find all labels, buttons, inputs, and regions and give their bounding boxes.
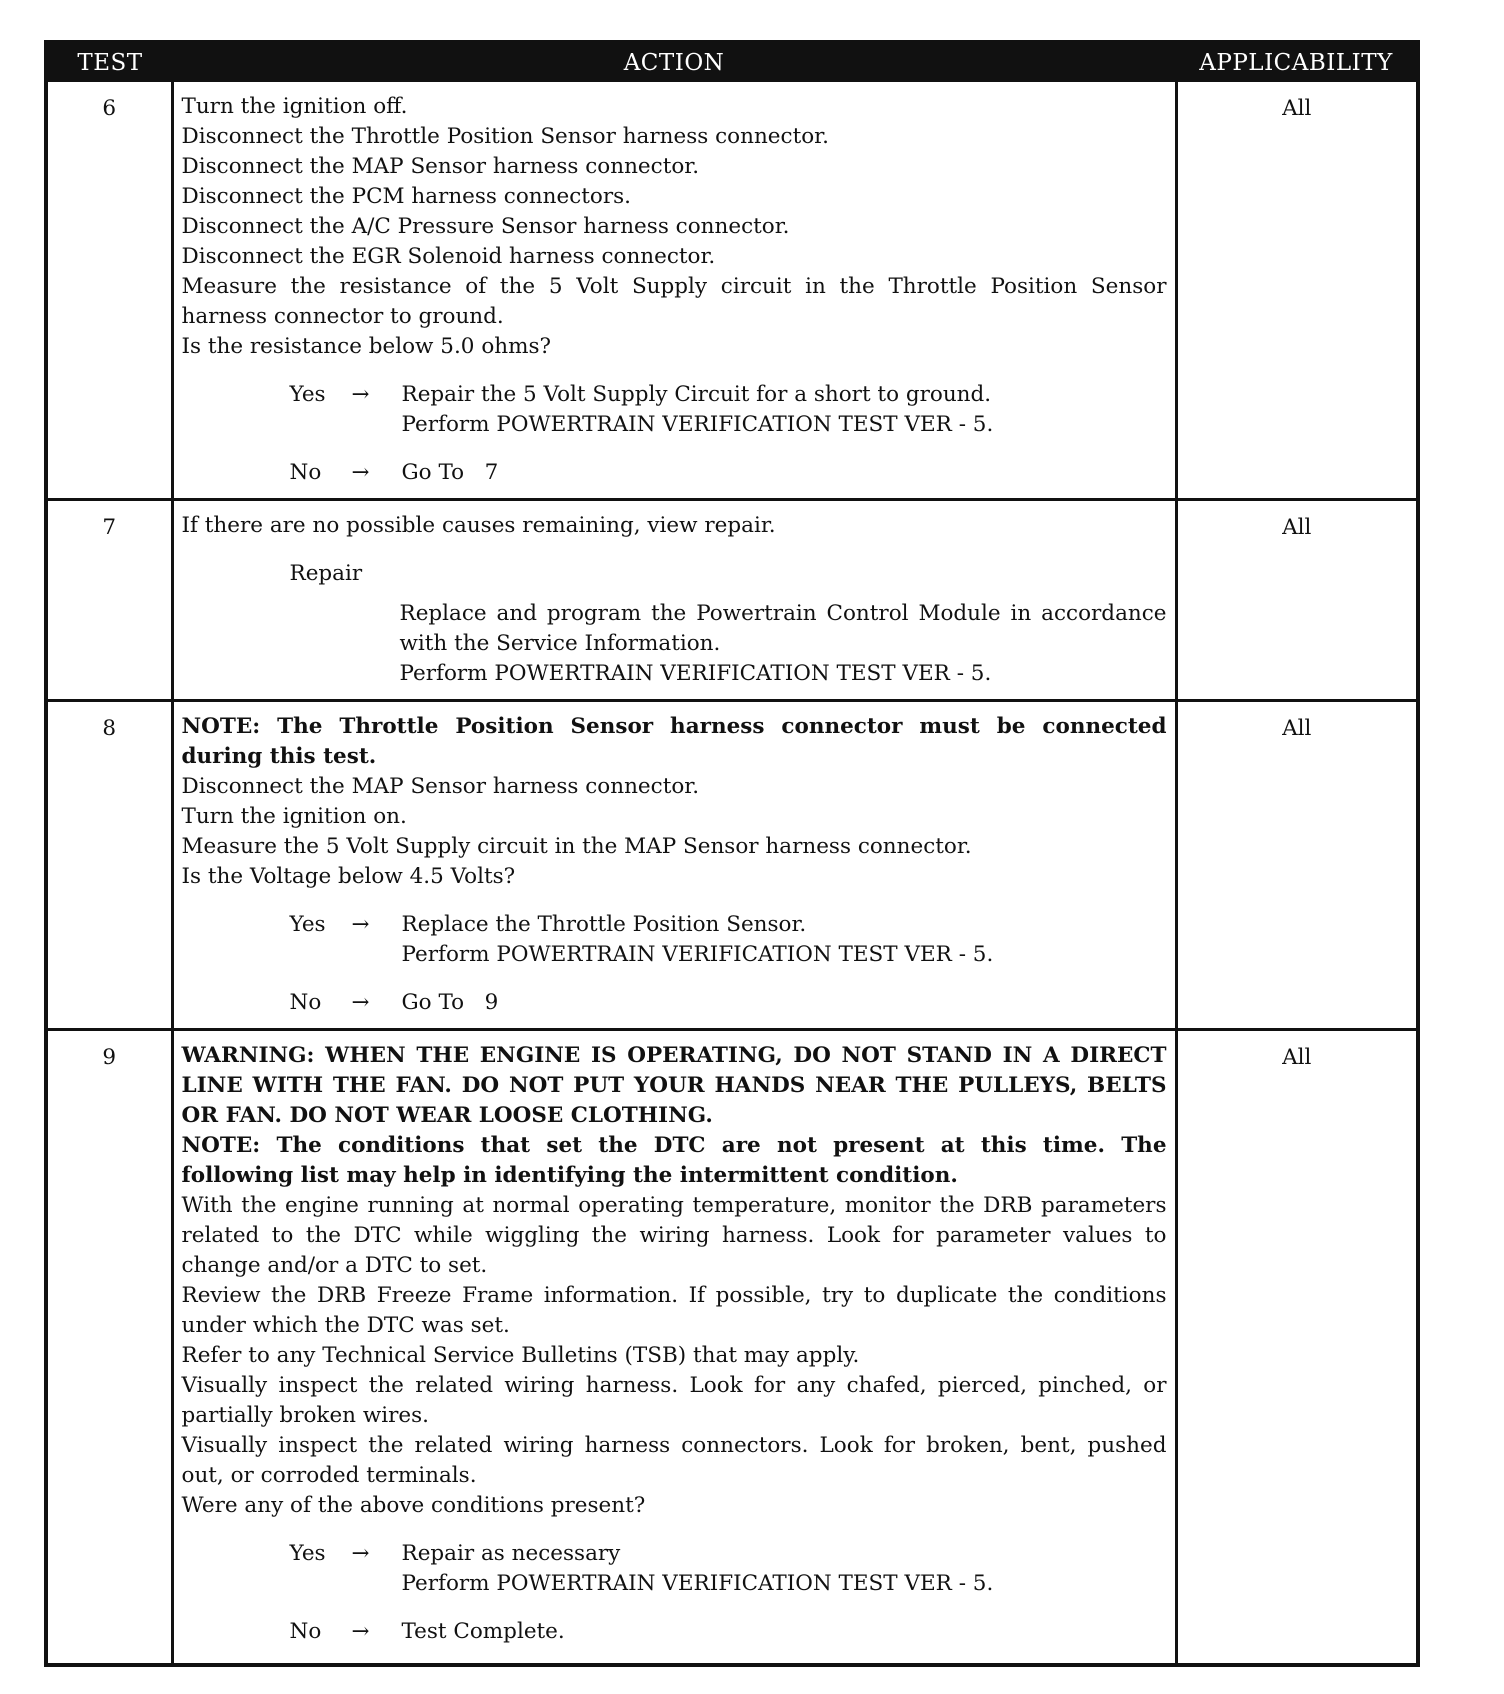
spacer — [182, 1647, 1167, 1653]
test-number: 8 — [48, 701, 172, 1030]
test-number: 9 — [48, 1030, 172, 1664]
action-cell — [172, 701, 1176, 1030]
header-applicability: APPLICABILITY — [1176, 44, 1416, 82]
yes-response — [290, 910, 1167, 970]
yes-result — [402, 910, 1167, 970]
action-line: Disconnect the EGR Solenoid harness connector. — [181, 244, 716, 269]
no-result: Test Complete. — [401, 1619, 565, 1644]
action-question: Is the resistance below 5.0 ohms? — [181, 334, 552, 359]
action-line: Measure the 5 Volt Supply circuit in the MAP Sensor harness connector. — [181, 834, 972, 859]
header-action: ACTION — [172, 44, 1176, 82]
repair-line: Perform POWERTRAIN VERIFICATION TEST VER - 5. — [399, 661, 992, 686]
test-row-7 — [48, 500, 1416, 701]
applicability-cell: All — [1176, 701, 1416, 1030]
no-response — [290, 1617, 1167, 1647]
action-cell — [172, 82, 1176, 500]
repair-block — [290, 559, 1167, 689]
test-number: 6 — [102, 96, 117, 121]
action-question: Is the Voltage below 4.5 Volts? — [181, 864, 516, 889]
no-label: No — [289, 460, 322, 485]
yes-label: Yes — [289, 912, 326, 937]
test-number: 7 — [48, 500, 172, 701]
note-text: NOTE: The Throttle Position Sensor harness connector must be connected during this test. — [181, 714, 1167, 769]
action-line: Visually inspect the related wiring harness. Look for any chafed, pierced, pinched, or partially broken wires. — [181, 1373, 1167, 1428]
yes-label: Yes — [289, 1541, 326, 1566]
no-result: Go To 7 — [401, 460, 499, 485]
action-line: Disconnect the PCM harness connectors. — [181, 184, 631, 209]
test-row-9 — [48, 1030, 1416, 1664]
arrow-right-icon: → — [351, 1619, 370, 1644]
yes-result-line: Perform POWERTRAIN VERIFICATION TEST VER - 5. — [401, 1571, 994, 1596]
yes-result — [402, 380, 1167, 440]
note-text: NOTE: The conditions that set the DTC are not present at this time. The following list may help in identifying the intermittent condition. — [181, 1133, 1167, 1188]
applicability-cell: All — [1176, 500, 1416, 701]
yes-result-line: Repair the 5 Volt Supply Circuit for a short to ground. — [401, 382, 992, 407]
no-label: No — [289, 1619, 322, 1644]
repair-line: Replace and program the Powertrain Control Module in accordance with the Service Information. — [399, 601, 1167, 656]
arrow-right-icon: → — [351, 1541, 370, 1566]
yes-label: Yes — [289, 382, 326, 407]
no-result: Go To 9 — [401, 990, 499, 1015]
no-response — [290, 988, 1167, 1018]
diagnostic-test-sheet — [44, 40, 1420, 1667]
action-line: Refer to any Technical Service Bulletins (TSB) that may apply. — [181, 1343, 860, 1368]
action-line: With the engine running at normal operating temperature, monitor the DRB parameters related to the DTC while wiggling the wiring harness. Look for parameter values to change and/or a DTC to set. — [181, 1193, 1167, 1278]
yes-response — [290, 1539, 1167, 1599]
yes-result-line: Repair as necessary — [401, 1541, 621, 1566]
action-line: Disconnect the A/C Pressure Sensor harness connector. — [181, 214, 790, 239]
action-line: Turn the ignition on. — [181, 804, 407, 829]
action-line: If there are no possible causes remaining, view repair. — [181, 513, 776, 538]
action-question: Were any of the above conditions present? — [181, 1493, 646, 1518]
test-row-6 — [48, 82, 1416, 500]
arrow-right-icon: → — [351, 460, 370, 485]
arrow-right-icon: → — [351, 912, 370, 937]
action-cell — [172, 1030, 1176, 1664]
yes-result-line: Perform POWERTRAIN VERIFICATION TEST VER - 5. — [401, 942, 994, 967]
repair-label: Repair — [289, 561, 363, 586]
no-response — [290, 458, 1167, 488]
applicability-cell: All — [1176, 1030, 1416, 1664]
action-line: Disconnect the Throttle Position Sensor harness connector. — [181, 124, 829, 149]
yes-result — [402, 1539, 1167, 1599]
action-line: Review the DRB Freeze Frame information. If possible, try to duplicate the conditions under which the DTC was set. — [181, 1283, 1167, 1338]
action-line: Disconnect the MAP Sensor harness connector. — [181, 774, 700, 799]
table-header-row — [48, 44, 1416, 82]
repair-instructions — [400, 599, 1167, 689]
applicability-cell: All — [1176, 82, 1416, 500]
action-line: Measure the resistance of the 5 Volt Supply circuit in the Throttle Position Sensor harness connector to ground. — [181, 274, 1167, 329]
action-line: Visually inspect the related wiring harness connectors. Look for broken, bent, pushed out, or corroded terminals. — [181, 1433, 1167, 1488]
warning-text: WARNING: WHEN THE ENGINE IS OPERATING, DO NOT STAND IN A DIRECT LINE WITH THE FAN. DO NOT PUT YOUR HANDS NEAR THE PULLEYS, BELTS OR FAN. DO NOT WEAR LOOSE CLOTHING. — [181, 1043, 1167, 1128]
arrow-right-icon: → — [351, 990, 370, 1015]
action-line: Disconnect the MAP Sensor harness connector. — [181, 154, 700, 179]
arrow-right-icon: → — [351, 382, 370, 407]
action-line: Turn the ignition off. — [181, 94, 408, 119]
yes-response — [290, 380, 1167, 440]
no-label: No — [289, 990, 322, 1015]
diagnostic-table — [48, 44, 1416, 1663]
yes-result-line: Perform POWERTRAIN VERIFICATION TEST VER - 5. — [401, 412, 994, 437]
header-test: TEST — [48, 44, 172, 82]
yes-result-line: Replace the Throttle Position Sensor. — [401, 912, 807, 937]
test-row-8 — [48, 701, 1416, 1030]
action-cell — [172, 500, 1176, 701]
